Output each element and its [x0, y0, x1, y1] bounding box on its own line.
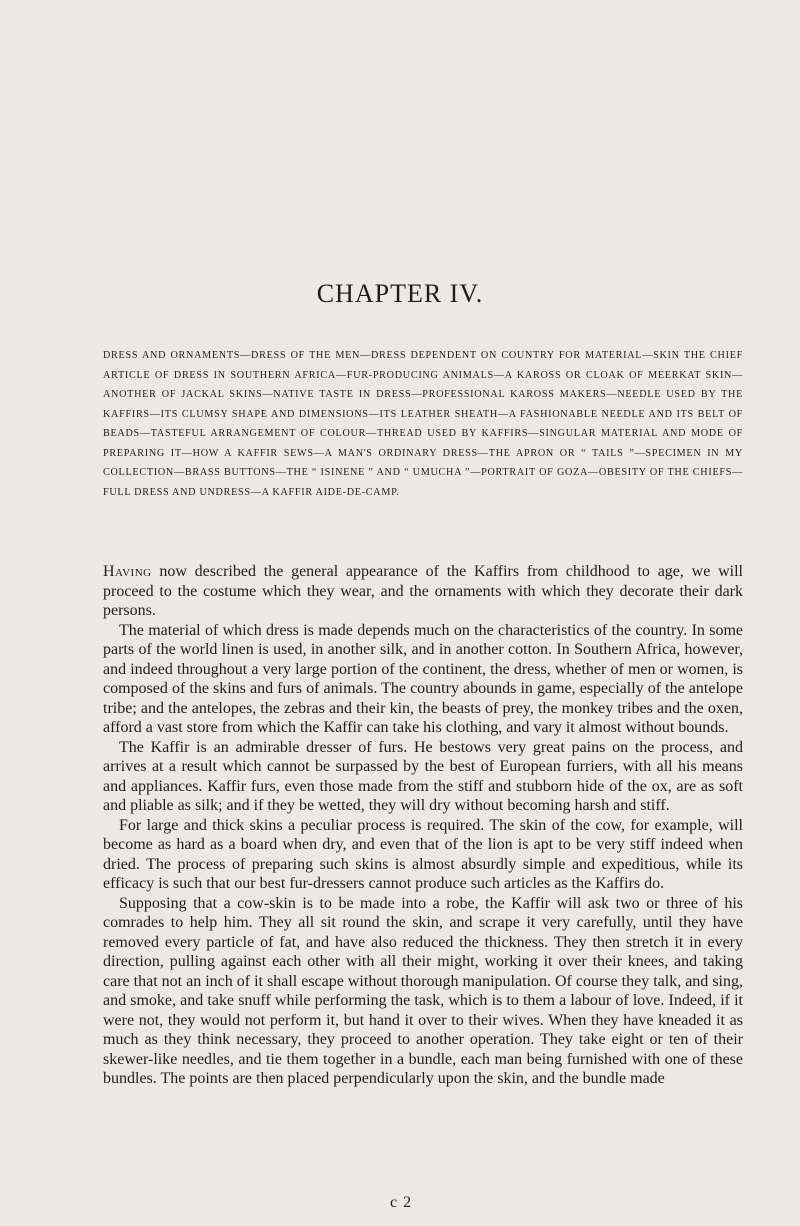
chapter-title: CHAPTER IV.	[316, 279, 484, 308]
body-text	[103, 562, 743, 1089]
signature-mark: c 2	[390, 1194, 413, 1211]
paragraph-3: The Kaffir is an admirable dresser of furs. He bestows very great pains on the process, and arrives at a result which cannot be surpassed by the best of European furriers, with all his means and appliances. Kaffir furs, even those made from the stiff and stubborn hide of the ox, are as soft and pliable as silk; and if they be wetted, they will dry without becoming harsh and stiff.	[103, 738, 743, 814]
paragraph-5: Supposing that a cow-skin is to be made into a robe, the Kaffir will ask two or three of his comrades to help him. They all sit round the skin, and scrape it very carefully, until they have removed every particle of fat, and have also reduced the thickness. They then stretch it in every direction, pulling against each other with all their might, working it over their knees, and taking care that not an inch of it shall escape without thorough manipulation. Of course they talk, and sing, and smoke, and take snuff while performing the task, which is to them a labour of love. Indeed, if it were not, they would not perform it, but hand it over to their wives. When they have kneaded it as much as they think necessary, they proceed to another operation. They take eight or ten of their skewer-like needles, and tie them together in a bundle, each man being furnished with one of these bundles. The points are then placed perpendicularly upon the skin, and the bundle made	[103, 894, 743, 1087]
chapter-synopsis: DRESS AND ORNAMENTS—DRESS OF THE MEN—DRESS DEPENDENT ON COUNTRY FOR MATERIAL—SKIN THE CHIEF ARTICLE OF DRESS IN SOUTHERN AFRICA—FUR-PRODUCING ANIMALS—A KAROSS OR CLOAK OF MEERKAT SKIN—ANOTHER OF JACKAL SKINS—NATIVE TASTE IN DRESS—PROFESSIONAL KAROSS MAKERS—NEEDLE USED BY THE KAFFIRS—ITS CLUMSY SHAPE AND DIMENSIONS—ITS LEATHER SHEATH—A FASHIONABLE NEEDLE AND ITS BELT OF BEADS—TASTEFUL ARRANGEMENT OF COLOUR—THREAD USED BY KAFFIRS—SINGULAR MATERIAL AND MODE OF PREPARING IT—HOW A KAFFIR SEWS—A MAN'S ORDINARY DRESS—THE APRON OR “ TAILS ”—SPECIMEN IN MY COLLECTION—BRASS BUTTONS—THE “ ISINENE ” AND “ UMUCHA ”—PORTRAIT OF GOZA—OBESITY OF THE CHIEFS—FULL DRESS AND UNDRESS—A KAFFIR AIDE-DE-CAMP.	[103, 350, 743, 498]
paragraph-1	[103, 562, 743, 621]
paragraph-2: The material of which dress is made depends much on the characteristics of the country. In some parts of the world linen is used, in another silk, and in another cotton. In Southern Africa, however, and indeed throughout a very large portion of the continent, the dress, whether of men or women, is composed of the skins and furs of animals. The country abounds in game, especially of the antelope tribe; and the antelopes, the zebras and their kin, the beasts of prey, the monkey tribes and the oxen, afford a vast store from which the Kaffir can take his clothing, and vary it almost without bounds.	[103, 621, 743, 736]
paragraph-1-text: now described the general appearance of the Kaffirs from childhood to age, we will proceed to the costume which they wear, and the ornaments with which they decorate their dark persons.	[103, 563, 743, 619]
paragraph-4: For large and thick skins a peculiar process is required. The skin of the cow, for example, will become as hard as a board when dry, and even that of the lion is apt to be very stiff indeed when dried. The process of preparing such skins is almost absurdly simple and expeditious, while its efficacy is such that our best fur-dressers cannot produce such articles as the Kaffirs do.	[103, 816, 743, 892]
opening-word: Having	[103, 563, 152, 580]
